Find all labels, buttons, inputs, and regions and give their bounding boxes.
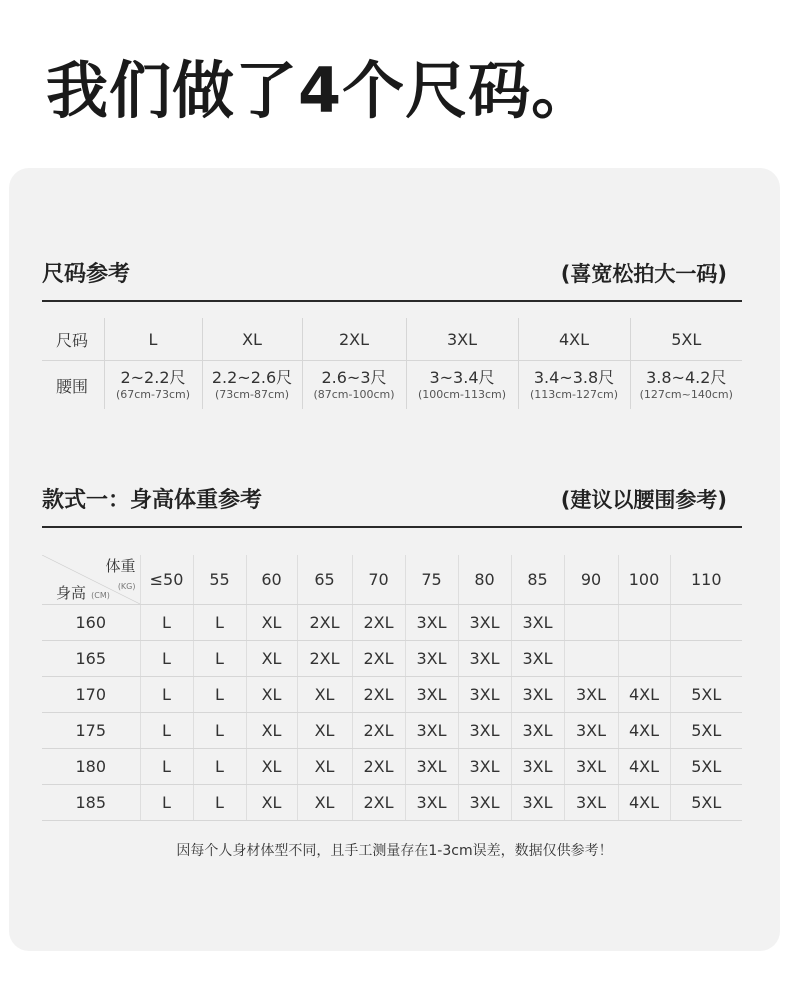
- size-result-cell: L: [193, 713, 246, 749]
- weight-axis-label: 体重: [105, 557, 136, 575]
- size-result-cell: 5XL: [670, 749, 742, 785]
- size-result-cell: [618, 605, 670, 641]
- waist-cm: (113cm-127cm): [529, 388, 619, 401]
- size-result-cell: 2XL: [297, 641, 352, 677]
- height-cell: 185: [42, 785, 140, 821]
- size-reference-table: [42, 318, 742, 409]
- weight-header-row: [42, 555, 742, 605]
- size-result-cell: 5XL: [670, 713, 742, 749]
- size-cell: 4XL: [518, 318, 630, 361]
- size-cell: XL: [202, 318, 302, 361]
- weight-header-cell: 70: [352, 555, 405, 605]
- size-result-cell: 3XL: [405, 605, 458, 641]
- size-result-cell: 2XL: [352, 677, 405, 713]
- size-result-cell: 3XL: [405, 677, 458, 713]
- waist-chi: 2~2.2尺: [120, 368, 186, 387]
- waist-cell: [302, 361, 406, 410]
- weight-header-cell: ≤50: [140, 555, 193, 605]
- height-axis-unit: (CM): [91, 591, 110, 600]
- waist-chi: 3.4~3.8尺: [533, 368, 615, 387]
- size-result-cell: 3XL: [564, 713, 618, 749]
- size-result-cell: 3XL: [458, 605, 511, 641]
- size-result-cell: 3XL: [564, 749, 618, 785]
- size-cell: 3XL: [406, 318, 518, 361]
- size-result-cell: [670, 605, 742, 641]
- size-result-cell: 3XL: [511, 785, 564, 821]
- size-reference-note: (喜宽松拍大一码): [560, 262, 727, 286]
- size-result-cell: 3XL: [511, 605, 564, 641]
- height-weight-note: (建议以腰围参考): [560, 488, 727, 512]
- size-result-cell: L: [193, 641, 246, 677]
- size-result-cell: 3XL: [405, 641, 458, 677]
- weight-header-cell: 85: [511, 555, 564, 605]
- height-weight-title: 款式一：身高体重参考: [42, 488, 263, 513]
- size-cell: 5XL: [630, 318, 742, 361]
- size-result-cell: 3XL: [511, 641, 564, 677]
- size-result-cell: 3XL: [511, 713, 564, 749]
- size-result-cell: 2XL: [352, 785, 405, 821]
- size-result-cell: XL: [297, 749, 352, 785]
- size-result-cell: [564, 641, 618, 677]
- size-result-cell: 2XL: [297, 605, 352, 641]
- size-result-cell: XL: [246, 677, 297, 713]
- table-row: [42, 677, 742, 713]
- size-result-cell: L: [193, 785, 246, 821]
- waist-cm: (67cm-73cm): [115, 388, 191, 401]
- weight-header-cell: 80: [458, 555, 511, 605]
- corner-header-cell: [42, 555, 140, 605]
- waist-cm: (87cm-100cm): [313, 388, 395, 401]
- size-result-cell: L: [193, 749, 246, 785]
- size-result-cell: L: [140, 641, 193, 677]
- size-result-cell: [564, 605, 618, 641]
- size-result-cell: 5XL: [670, 785, 742, 821]
- size-result-cell: 3XL: [405, 749, 458, 785]
- size-result-cell: 3XL: [458, 641, 511, 677]
- size-result-cell: XL: [297, 713, 352, 749]
- size-result-cell: 2XL: [352, 641, 405, 677]
- waist-chi: 3.8~4.2尺: [646, 368, 727, 387]
- size-result-cell: 2XL: [352, 605, 405, 641]
- weight-axis-unit: (KG): [117, 582, 136, 591]
- weight-header-cell: 65: [297, 555, 352, 605]
- size-result-cell: 3XL: [458, 677, 511, 713]
- size-chart-card: [9, 168, 780, 951]
- weight-header-cell: 75: [405, 555, 458, 605]
- size-result-cell: 5XL: [670, 677, 742, 713]
- table-row: [42, 713, 742, 749]
- size-result-cell: 3XL: [511, 749, 564, 785]
- page-headline: 我们做了4个尺码。: [46, 54, 595, 127]
- size-cell: L: [104, 318, 202, 361]
- weight-header-cell: 60: [246, 555, 297, 605]
- waist-cm: (73cm-87cm): [214, 388, 290, 401]
- size-result-cell: L: [193, 677, 246, 713]
- size-row-label: 尺码: [42, 318, 104, 361]
- size-result-cell: XL: [246, 605, 297, 641]
- waist-cell: [406, 361, 518, 410]
- size-result-cell: L: [193, 605, 246, 641]
- waist-cell: [202, 361, 302, 410]
- waist-chi: 3~3.4尺: [429, 368, 495, 387]
- size-result-cell: 3XL: [405, 785, 458, 821]
- table-row: [42, 749, 742, 785]
- weight-header-cell: 100: [618, 555, 670, 605]
- height-cell: 160: [42, 605, 140, 641]
- size-result-cell: 4XL: [618, 713, 670, 749]
- size-result-cell: XL: [246, 641, 297, 677]
- size-result-cell: XL: [297, 785, 352, 821]
- size-result-cell: 3XL: [458, 713, 511, 749]
- table-row: [42, 785, 742, 821]
- size-result-cell: 3XL: [511, 677, 564, 713]
- weight-header-cell: 90: [564, 555, 618, 605]
- size-result-cell: L: [140, 785, 193, 821]
- size-result-cell: 4XL: [618, 749, 670, 785]
- size-row: [42, 318, 742, 361]
- size-result-cell: L: [140, 713, 193, 749]
- size-result-cell: 2XL: [352, 713, 405, 749]
- waist-row: [42, 361, 742, 410]
- size-result-cell: 3XL: [564, 677, 618, 713]
- height-cell: 170: [42, 677, 140, 713]
- size-result-cell: L: [140, 677, 193, 713]
- waist-cell: [518, 361, 630, 410]
- waist-chi: 2.6~3尺: [321, 368, 387, 387]
- size-result-cell: 4XL: [618, 785, 670, 821]
- size-result-cell: 3XL: [458, 749, 511, 785]
- height-weight-table: [42, 555, 742, 821]
- size-result-cell: 3XL: [458, 785, 511, 821]
- waist-cm: (100cm-113cm): [417, 388, 507, 401]
- weight-header-cell: 110: [670, 555, 742, 605]
- waist-cell: [630, 361, 742, 410]
- height-cell: 180: [42, 749, 140, 785]
- height-cell: 165: [42, 641, 140, 677]
- table-row: [42, 641, 742, 677]
- size-result-cell: 3XL: [564, 785, 618, 821]
- size-result-cell: L: [140, 749, 193, 785]
- height-cell: 175: [42, 713, 140, 749]
- size-result-cell: 2XL: [352, 749, 405, 785]
- size-result-cell: L: [140, 605, 193, 641]
- height-axis-label: 身高: [56, 584, 87, 602]
- size-result-cell: 4XL: [618, 677, 670, 713]
- waist-cell: [104, 361, 202, 410]
- waist-cm: (127cm~140cm): [639, 388, 733, 401]
- height-weight-header: [42, 480, 742, 528]
- size-result-cell: [670, 641, 742, 677]
- size-result-cell: [618, 641, 670, 677]
- size-result-cell: XL: [246, 785, 297, 821]
- size-result-cell: XL: [246, 749, 297, 785]
- table-row: [42, 605, 742, 641]
- size-result-cell: XL: [297, 677, 352, 713]
- weight-header-cell: 55: [193, 555, 246, 605]
- size-reference-header: [42, 254, 742, 302]
- size-cell: 2XL: [302, 318, 406, 361]
- waist-row-label: 腰围: [56, 376, 89, 396]
- waist-chi: 2.2~2.6尺: [211, 368, 293, 387]
- footnote: 因每个人身材体型不同，且手工测量存在1-3cm误差，数据仅供参考！: [176, 843, 613, 859]
- size-reference-title: 尺码参考: [42, 262, 131, 287]
- size-result-cell: XL: [246, 713, 297, 749]
- size-result-cell: 3XL: [405, 713, 458, 749]
